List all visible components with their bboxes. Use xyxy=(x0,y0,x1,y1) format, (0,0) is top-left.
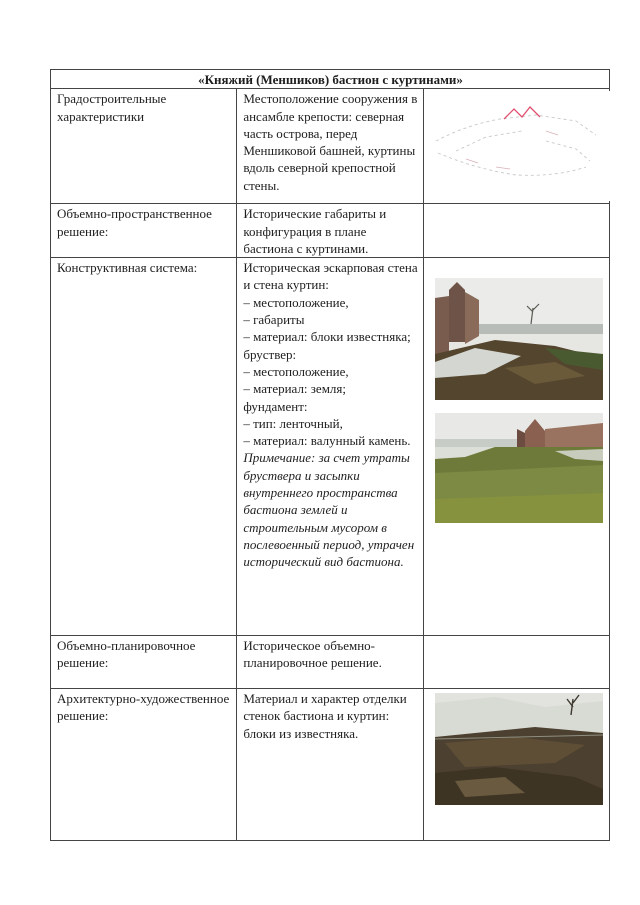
table-title: «Княжий (Меншиков) бастион с куртинами» xyxy=(51,70,610,89)
row-label: Конструктивная система: xyxy=(51,258,237,636)
table-row xyxy=(51,636,610,689)
fortress-plan-sketch xyxy=(426,91,610,201)
table-row xyxy=(51,89,610,204)
image-cell xyxy=(423,204,609,258)
row-value xyxy=(237,258,423,636)
value-line: – местоположение, xyxy=(243,363,349,379)
row-label: Градостроительные характеристики xyxy=(51,89,237,204)
value-line: – местоположение, xyxy=(243,294,349,310)
image-cell xyxy=(423,89,609,204)
row-value: Исторические габариты и конфигурация в плане бастиона с куртинами. xyxy=(237,204,423,258)
note-text: Примечание: за счет утраты бруствера и засыпки внутреннего пространства бастиона землей и строительным мусором в послевоенный период, утрачен исторический вид бастиона. xyxy=(243,450,415,570)
value-line: – материал: валунный камень. xyxy=(243,433,411,449)
limestone-wall-photo xyxy=(435,693,603,805)
row-value: Местоположение сооружения в ансамбле крепости: северная часть острова, перед Меншиковой башней, куртины вдоль северной крепостной стены. xyxy=(237,89,423,204)
value-line: – габариты xyxy=(243,312,305,328)
row-value: Материал и характер отделки стенок бастиона и куртин: блоки из известняка. xyxy=(237,689,423,841)
table-row xyxy=(51,204,610,258)
value-line: бруствер: xyxy=(243,346,297,362)
image-cell xyxy=(423,636,609,689)
row-value: Историческое объемно-планировочное решение. xyxy=(237,636,423,689)
image-cell xyxy=(423,689,609,841)
table-row xyxy=(51,689,610,841)
bastion-wall-photo xyxy=(435,278,603,400)
row-label: Объемно-планировочное решение: xyxy=(51,636,237,689)
value-line: Историческая эскарповая стена и стена куртин: xyxy=(243,260,418,293)
table-row xyxy=(51,258,610,636)
table-title-row xyxy=(51,70,610,89)
image-cell xyxy=(423,258,609,636)
value-line: – тип: ленточный, xyxy=(243,415,343,431)
value-line: фундамент: xyxy=(243,398,308,414)
row-label: Объемно-пространственное решение: xyxy=(51,204,237,258)
bastion-rampart-photo xyxy=(435,413,603,523)
value-line: – материал: земля; xyxy=(243,381,347,397)
characteristics-table xyxy=(50,69,610,841)
row-label: Архитектурно-художественное решение: xyxy=(51,689,237,841)
value-line: – материал: блоки известняка; xyxy=(243,329,411,345)
